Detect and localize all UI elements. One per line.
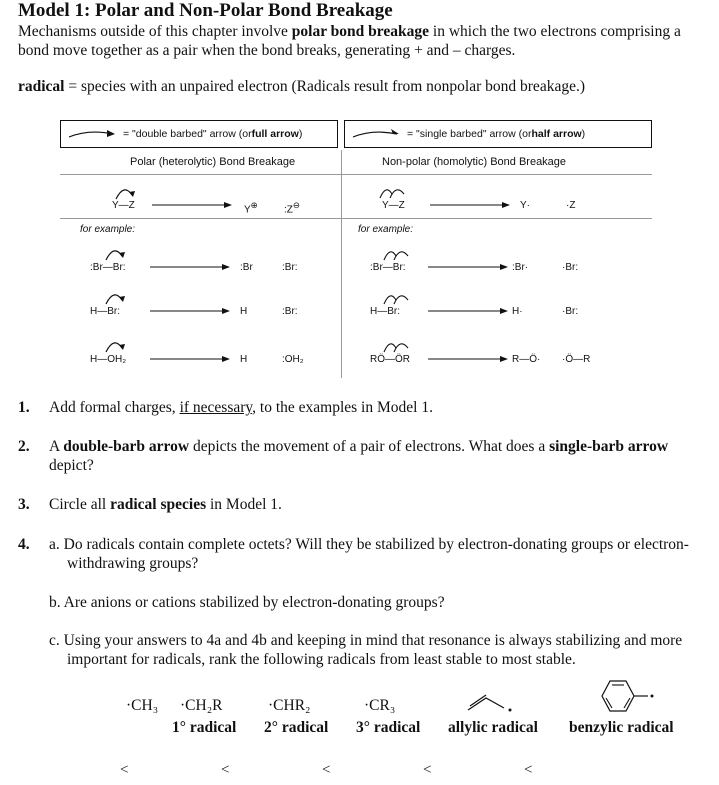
fishhook-arrows-icon <box>380 244 414 262</box>
allylic-structure-icon <box>462 686 522 714</box>
product-z-radical: ·Z <box>566 200 576 211</box>
example-product-1: :Br <box>240 262 253 273</box>
label-benzylic-radical: benzylic radical <box>569 719 674 736</box>
less-than-sign: < <box>221 762 230 778</box>
example-product-2: :Br: <box>282 306 298 317</box>
reaction-arrow-icon <box>428 354 508 364</box>
intro-paragraph: Mechanisms outside of this chapter involve polar bond breakage in which the two electrons comprising a bond move together as a pair when the bond breaks, generating + and – charges. <box>18 23 681 59</box>
example-product-1: H <box>240 354 248 365</box>
example-reactant: H—Br: <box>370 306 400 317</box>
methyl-radical: ·CH₃ <box>126 697 159 714</box>
reaction-arrow-icon <box>428 306 508 316</box>
secondary-radical: ·CHR₂ <box>268 697 311 714</box>
product-y-cation: Y⊕ <box>244 200 258 216</box>
example-reactant: :Br—Br: <box>90 262 126 273</box>
example-product-2: :Br: <box>282 262 298 273</box>
page-title: Model 1: Polar and Non-Polar Bond Breakage <box>18 0 393 21</box>
question-2-text: A double-barb arrow depicts the movement of a pair of electrons. What does a single-barb arrow depict? <box>49 438 669 474</box>
primary-radical: ·CH₂R <box>180 697 223 714</box>
reaction-arrow-icon <box>152 200 232 210</box>
reactant-yz: Y—Z <box>112 200 135 211</box>
reaction-arrow-icon <box>150 354 230 364</box>
label-1-radical: 1° radical <box>172 719 237 736</box>
table-divider-top <box>60 174 652 175</box>
label-3-radical: 3° radical <box>356 719 421 736</box>
less-than-sign: < <box>423 762 432 778</box>
fishhook-arrows-icon <box>380 288 414 306</box>
product-z-anion: :Z⊖ <box>284 200 300 216</box>
benzylic-structure-icon <box>592 678 672 716</box>
reactant-yz-homolytic: Y—Z <box>382 200 405 211</box>
for-example-label: for example: <box>358 224 414 235</box>
question-4c-text: c. Using your answers to 4a and 4b and keeping in mind that resonance is always stabilizing and more important for radicals, rank the following radicals from least stable to most stable. <box>49 632 683 668</box>
reaction-arrow-icon <box>150 306 230 316</box>
question-4b-text: b. Are anions or cations stabilized by electron-donating groups? <box>49 594 445 611</box>
example-product-1: R—Ö· <box>512 354 541 365</box>
table-divider-vertical <box>341 150 342 378</box>
reaction-arrow-icon <box>428 262 508 272</box>
for-example-label: for example: <box>80 224 136 235</box>
example-product-2: ·Br: <box>562 306 579 317</box>
question-1-text: Add formal charges, if necessary, to the examples in Model 1. <box>49 399 433 416</box>
curved-arrow-icon <box>100 336 134 354</box>
example-product-1: H <box>240 306 248 317</box>
single-barb-header: = "single barbed" arrow (or half arrow ) <box>344 120 652 148</box>
less-than-sign: < <box>524 762 533 778</box>
less-than-sign: < <box>322 762 331 778</box>
product-y-radical: Y· <box>520 200 530 211</box>
example-reactant: :Br—Br: <box>370 262 406 273</box>
polar-title: Polar (heterolytic) Bond Breakage <box>130 156 296 168</box>
double-barb-header: = "double barbed" arrow (or full arrow ) <box>60 120 338 148</box>
example-product-2: ·Ö—R <box>562 354 591 365</box>
tertiary-radical: ·CR₃ <box>364 697 396 714</box>
example-reactant: RÖ—ÖR <box>370 354 410 365</box>
double-barb-arrow-icon <box>67 127 119 141</box>
curved-arrow-icon <box>100 244 134 262</box>
curved-arrow-icon <box>110 183 140 201</box>
example-product-1: :Br· <box>512 262 529 273</box>
question-3-text: Circle all radical species in Model 1. <box>49 496 282 513</box>
fishhook-arrows-icon <box>380 336 414 354</box>
reaction-arrow-icon <box>430 200 510 210</box>
example-reactant: H—OH₂ <box>90 354 127 365</box>
label-2-radical: 2° radical <box>264 719 329 736</box>
example-product-2: ·Br: <box>562 262 579 273</box>
example-product-1: H· <box>512 306 523 317</box>
example-reactant: H—Br: <box>90 306 120 317</box>
nonpolar-title: Non-polar (homolytic) Bond Breakage <box>382 156 567 168</box>
question-4a-text: a. Do radicals contain complete octets? Will they be stabilized by electron-donating groups or electron-withdrawing groups? <box>49 536 689 572</box>
table-divider-mid <box>60 218 652 219</box>
less-than-sign: < <box>120 762 129 778</box>
fishhook-arrows-icon <box>376 182 410 200</box>
single-barb-arrow-icon <box>351 127 403 141</box>
example-product-2: :OH₂ <box>282 354 304 365</box>
radical-definition: radical = species with an unpaired electron (Radicals result from nonpolar bond breakage.) <box>18 78 585 95</box>
label-allylic-radical: allylic radical <box>448 719 538 736</box>
curved-arrow-icon <box>100 288 134 306</box>
reaction-arrow-icon <box>150 262 230 272</box>
